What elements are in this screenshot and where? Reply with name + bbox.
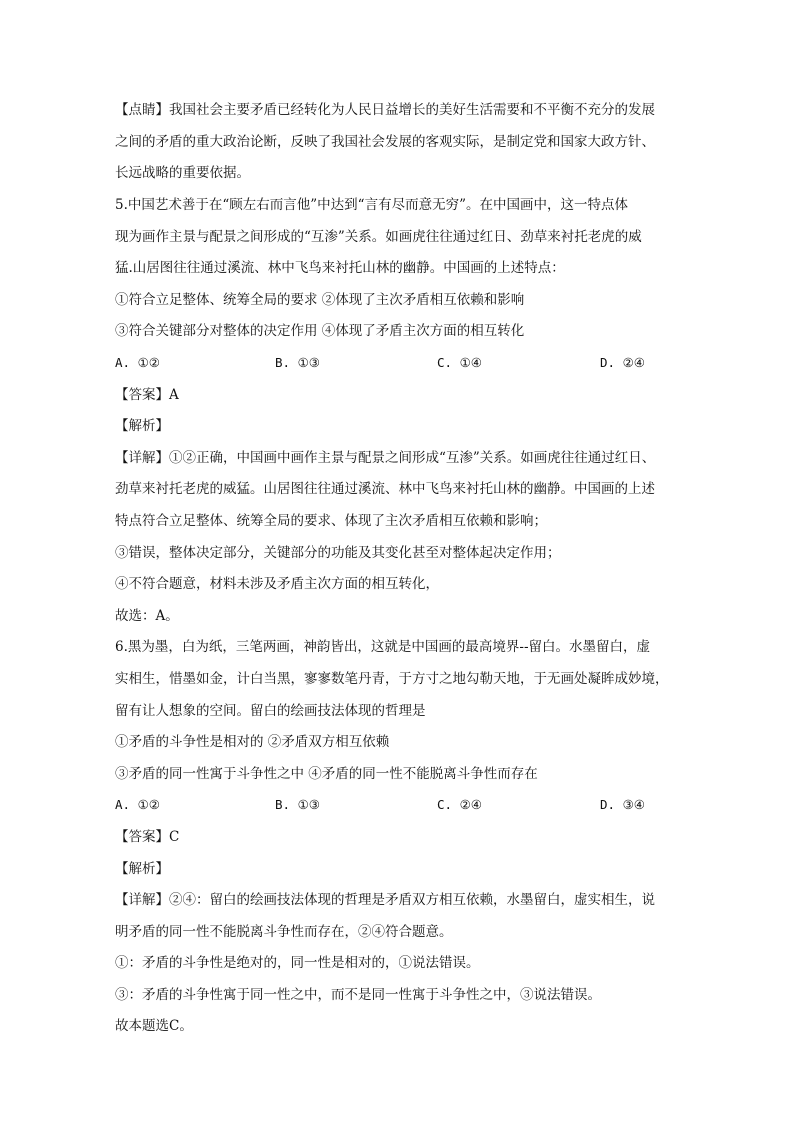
text-line: 长远战略的重要依据。 xyxy=(115,165,250,181)
text-line: 留有让人想象的空间。留白的绘画技法体现的哲理是 xyxy=(115,703,426,719)
text-line: ④不符合题意，材料未涉及矛盾主次方面的相互转化， xyxy=(115,576,439,592)
text-line: 故本题选C。 xyxy=(115,1018,193,1034)
text-line: ①符合立足整体、统筹全局的要求 ②体现了主次矛盾相互依赖和影响 xyxy=(115,292,525,308)
option-c: C. ②④ xyxy=(437,797,482,812)
question-6-stem: 6.黑为墨，白为纸，三笔两画，神韵皆出，这就是中国画的最高境界--留白。水墨留白，虚 xyxy=(115,639,651,655)
question-5-options xyxy=(115,353,675,373)
option-d: D. ②④ xyxy=(600,355,645,370)
text-line: 特点符合立足整体、统筹全局的要求、体现了主次矛盾相互依赖和影响； xyxy=(115,513,547,529)
text-line: ③错误，整体决定部分，关键部分的功能及其变化甚至对整体起决定作用； xyxy=(115,545,561,561)
text-line: 【详解】②④：留白的绘画技法体现的哲理是矛盾双方相互依赖，水墨留白，虚实相生，说 xyxy=(115,892,655,908)
answer-line: 【答案】C xyxy=(115,829,180,845)
analysis-heading: 【解析】 xyxy=(115,418,169,434)
text-line: 明矛盾的同一性不能脱离斗争性而存在，②④符合题意。 xyxy=(115,924,453,940)
question-6-options xyxy=(115,795,675,815)
option-d: D. ③④ xyxy=(600,797,645,812)
text-line: 故选：A。 xyxy=(115,608,179,624)
option-c: C. ①④ xyxy=(437,355,482,370)
question-5-stem: 5.中国艺术善于在“顾左右而言他”中达到“言有尽而意无穷”。在中国画中，这一特点体 xyxy=(115,197,628,213)
option-a: A. ①② xyxy=(115,797,160,812)
answer-line: 【答案】A xyxy=(115,387,179,403)
text-line: ①：矛盾的斗争性是绝对的，同一性是相对的，①说法错误。 xyxy=(115,955,480,971)
text-line: ①矛盾的斗争性是相对的 ②矛盾双方相互依赖 xyxy=(115,734,390,750)
option-a: A. ①② xyxy=(115,355,160,370)
text-line: 【点睛】我国社会主要矛盾已经转化为人民日益增长的美好生活需要和不平衡不充分的发展 xyxy=(115,102,655,118)
analysis-heading: 【解析】 xyxy=(115,861,169,877)
text-line: 猛.山居图往往通过溪流、林中飞鸟来衬托山林的幽静。中国画的上述特点： xyxy=(115,260,565,276)
text-line: 实相生，惜墨如金，计白当黑，寥寥数笔丹青，于方寸之地勾勒天地，于无画处凝眸成妙境， xyxy=(115,671,669,687)
option-b: B. ①③ xyxy=(275,355,320,370)
text-line: 【详解】①②正确，中国画中画作主景与配景之间形成“互渗”关系。如画虎往往通过红日、 xyxy=(115,450,656,466)
text-line: ③符合关键部分对整体的决定作用 ④体现了矛盾主次方面的相互转化 xyxy=(115,323,525,339)
text-line: 之间的矛盾的重大政治论断，反映了我国社会发展的客观实际，是制定党和国家大政方针、 xyxy=(115,134,655,150)
text-line: 劲草来衬托老虎的威猛。山居图往往通过溪流、林中飞鸟来衬托山林的幽静。中国画的上述 xyxy=(115,481,655,497)
option-b: B. ①③ xyxy=(275,797,320,812)
text-line: ③矛盾的同一性寓于斗争性之中 ④矛盾的同一性不能脱离斗争性而存在 xyxy=(115,766,538,782)
text-line: ③：矛盾的斗争性寓于同一性之中，而不是同一性寓于斗争性之中，③说法错误。 xyxy=(115,987,601,1003)
text-line: 现为画作主景与配景之间形成的“互渗”关系。如画虎往往通过红日、劲草来衬托老虎的威 xyxy=(115,229,642,245)
